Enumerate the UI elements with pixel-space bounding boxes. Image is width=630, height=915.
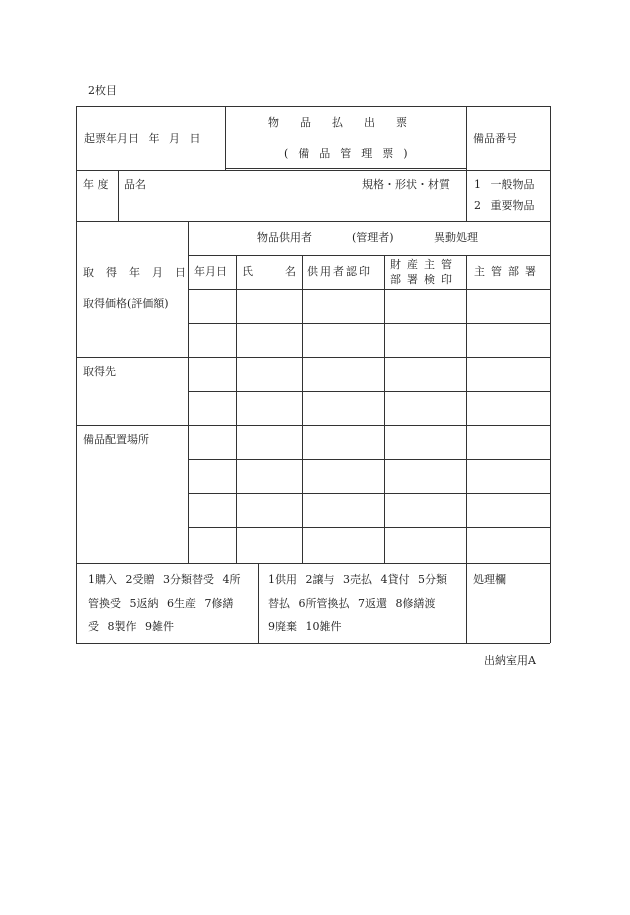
date-col-right — [236, 255, 237, 563]
grid-line — [188, 527, 550, 528]
supply-title-bottom — [188, 255, 550, 256]
col-date-header: 年月日 — [194, 265, 227, 278]
name-col-right — [302, 255, 303, 563]
item-number-label: 備品番号 — [473, 132, 517, 145]
number-box-left — [466, 106, 467, 221]
col-dept-header: 主管部署 — [474, 265, 542, 278]
acquire-codes-line-2: 管換受 5返納 6生産 7修繕 — [88, 597, 234, 610]
processing-label: 処理欄 — [473, 573, 506, 586]
transfer-title: 異動処理 — [434, 231, 478, 244]
property-col-right — [466, 255, 467, 643]
category-general: 1 一般物品 — [474, 178, 535, 191]
item-name-label: 品名 — [124, 178, 146, 191]
approval-col-right — [384, 255, 385, 563]
dispose-codes-line-2: 替払 6所管換払 7返還 8修繕渡 — [268, 597, 436, 610]
table-border-left — [76, 106, 77, 643]
table-border-top — [76, 106, 550, 107]
location-label: 備品配置場所 — [83, 433, 149, 446]
dispose-codes-line-1: 1供用 2譲与 3売払 4貸付 5分類 — [268, 573, 447, 586]
year-col-right — [118, 170, 119, 221]
acquired-price-label: 取得価格(評価額) — [83, 297, 169, 310]
page-label: 2枚目 — [88, 84, 117, 97]
acquire-codes-line-3: 受 8製作 9雑件 — [88, 620, 174, 633]
table-border-bottom — [76, 643, 550, 644]
grid-line — [188, 391, 550, 392]
col-name-header-2: 名 — [285, 265, 296, 278]
footer-divider — [258, 563, 259, 643]
col-name-header-1: 氏 — [242, 265, 253, 278]
supply-manager-title: (管理者) — [352, 231, 394, 244]
table-border-right — [550, 106, 551, 643]
acquired-from-label: 取得先 — [83, 365, 116, 378]
grid-line — [188, 493, 550, 494]
grid-line — [188, 459, 550, 460]
issue-date-label: 起票年月日 年 月 日 — [84, 132, 201, 145]
fiscal-year-label: 年 度 — [83, 178, 109, 191]
supply-user-title: 物品供用者 — [257, 231, 312, 244]
footer-top — [76, 563, 550, 564]
grid-line — [76, 425, 550, 426]
row2-bottom — [76, 221, 550, 222]
dispose-codes-line-3: 9廃棄 10雑件 — [268, 620, 342, 633]
col-approval-header: 供用者認印 — [307, 265, 372, 278]
acquire-codes-line-1: 1購入 2受贈 3分類替受 4所 — [88, 573, 241, 586]
spec-label: 規格・形状・材質 — [362, 178, 450, 191]
header-row-bottom — [76, 170, 550, 171]
grid-line — [76, 357, 550, 358]
form-subtitle: (備品管理票) — [284, 147, 418, 160]
category-important: 2 重要物品 — [474, 199, 535, 212]
supply-header-bottom — [188, 289, 550, 290]
title-box-bottom — [225, 168, 466, 169]
col-property-header-2: 部署検印 — [390, 273, 458, 286]
bottom-label: 出納室用A — [484, 654, 536, 667]
col-property-header-1: 財産主管 — [390, 258, 458, 271]
form-title: 物品払出票 — [268, 116, 428, 129]
grid-line — [188, 323, 550, 324]
acquired-date-label: 取得年月日 — [83, 266, 198, 279]
title-box-left — [225, 106, 226, 170]
